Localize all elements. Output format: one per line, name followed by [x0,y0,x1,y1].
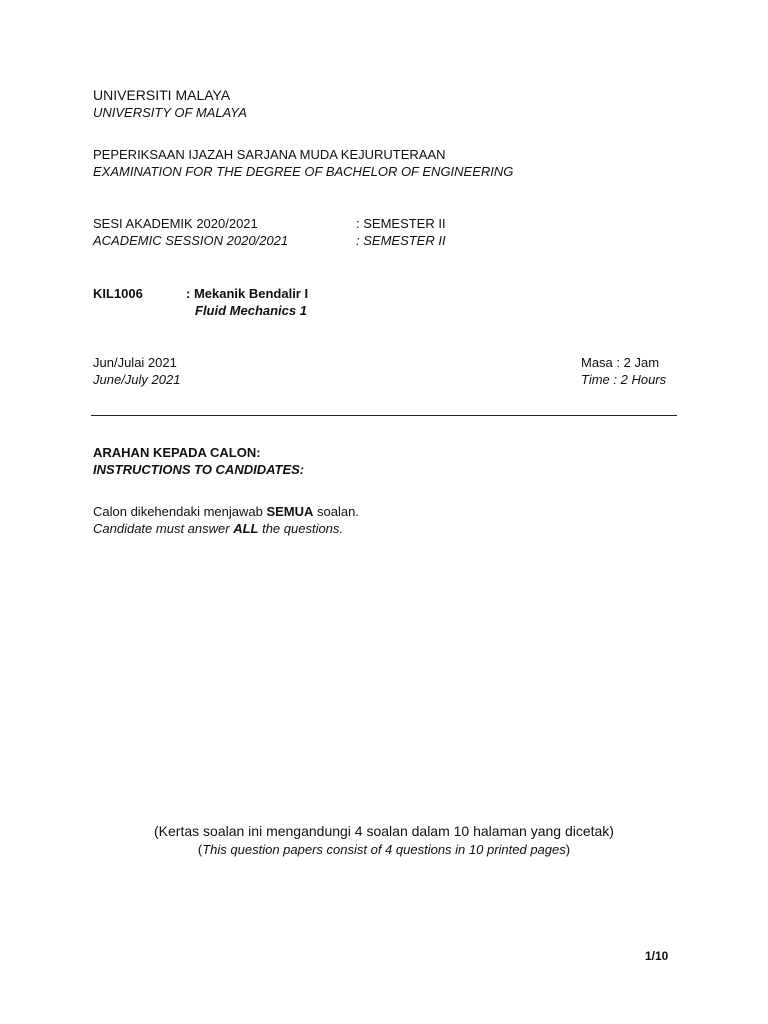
semester-block [356,215,446,249]
academic-session-ms: SESI AKADEMIK 2020/2021 [93,216,258,231]
course-name-en: Fluid Mechanics 1 [195,303,307,318]
exam-title-en: EXAMINATION FOR THE DEGREE OF BACHELOR OF ENGINEERING [93,164,514,179]
page-count-note-ms: (Kertas soalan ini mengandungi 4 soalan dalam 10 halaman yang dicetak) [154,823,614,839]
page-count-note [0,822,768,858]
course-name-block [186,285,308,319]
university-block [93,87,247,121]
course-name-ms: : Mekanik Bendalir I [186,286,309,301]
page-count-close-paren: ) [565,842,571,857]
instructions-heading-ms: ARAHAN KEPADA CALON: [93,445,261,460]
page-number: 1/10 [645,949,669,963]
academic-session-en: ACADEMIC SESSION 2020/2021 [93,233,289,248]
exam-title-ms: PEPERIKSAAN IJAZAH SARJANA MUDA KEJURUTERAAN [93,147,446,162]
university-name-ms: UNIVERSITI MALAYA [93,87,231,103]
instructions-heading-en: INSTRUCTIONS TO CANDIDATES: [93,462,305,477]
horizontal-divider [91,415,677,416]
page-count-note-en [0,841,768,858]
answer-instruction-block [93,503,359,537]
instructions-heading-block [93,444,304,478]
answer-en-pre: Candidate must answer [93,521,234,536]
semester-en: : SEMESTER II [356,233,446,248]
answer-en-emphasis: ALL [233,521,259,536]
exam-duration-block [581,354,666,388]
semester-ms: : SEMESTER II [356,216,446,231]
academic-session-block [93,215,288,249]
answer-en-post: the questions. [258,521,344,536]
exam-date-block [93,354,180,388]
course-code: KIL1006 [93,286,143,301]
exam-date-en: June/July 2021 [93,372,181,387]
answer-instruction-en [93,520,359,537]
answer-ms-post: soalan. [313,504,359,519]
exam-title-block [93,146,513,180]
answer-ms-pre: Calon dikehendaki menjawab [93,504,267,519]
exam-duration-ms: Masa : 2 Jam [581,355,660,370]
answer-instruction-ms [93,503,359,520]
exam-duration-en: Time : 2 Hours [581,372,667,387]
page-count-text-en: This question papers consist of 4 questions in 10 printed pages [202,842,566,857]
university-name-en: UNIVERSITY OF MALAYA [93,105,247,120]
exam-date-ms: Jun/Julai 2021 [93,355,177,370]
page-count-open-paren: ( [197,842,203,857]
answer-ms-emphasis: SEMUA [266,504,314,519]
